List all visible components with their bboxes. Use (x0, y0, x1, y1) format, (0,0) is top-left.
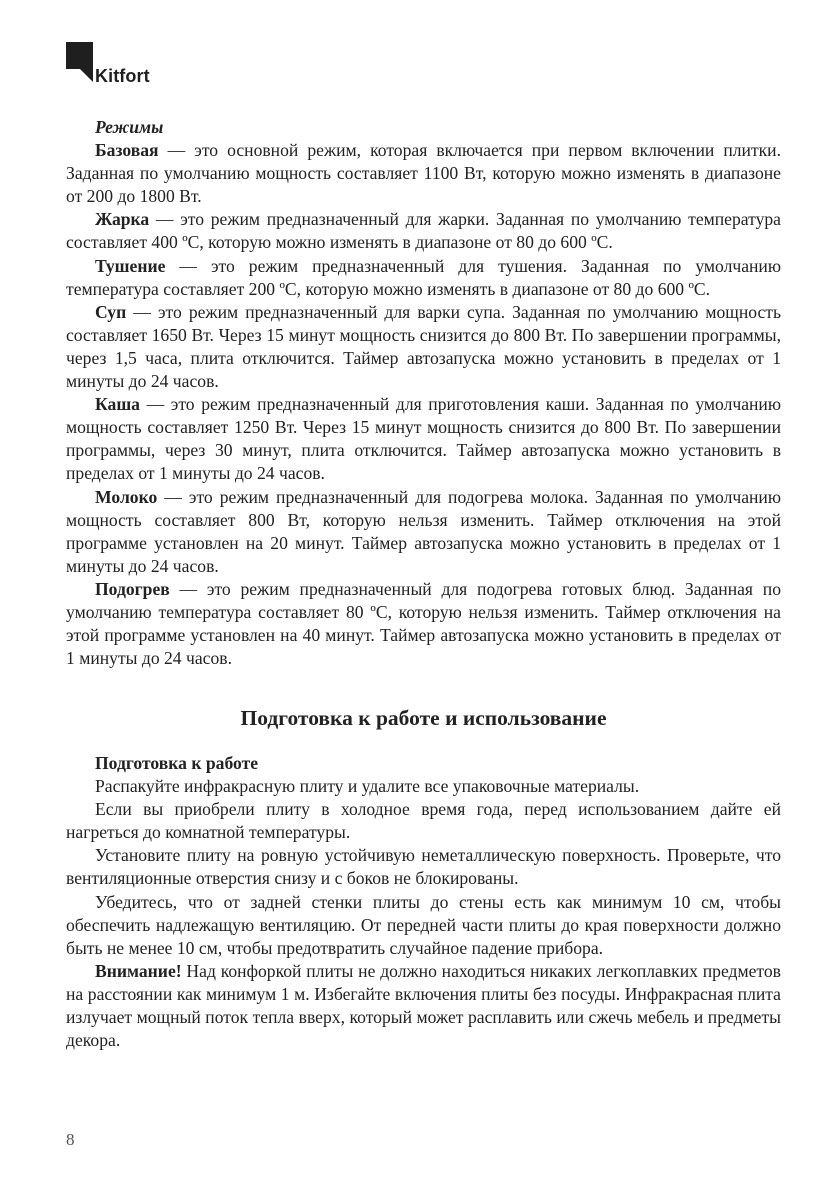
warning-label: Внимание! (95, 960, 182, 981)
mode-name: Суп (95, 301, 127, 322)
mode-paragraph (66, 393, 781, 485)
kitfort-logo-icon (66, 42, 93, 82)
modes-section (66, 116, 781, 670)
mode-name: Жарка (95, 209, 150, 230)
body-paragraph: Распакуйте инфракрасную плиту и удалите все упаковочные материалы. (95, 776, 640, 797)
page-number: 8 (66, 1130, 75, 1149)
mode-description: — это режим предназначенный для варки супа. Заданная по умолчанию мощность составляет 1650 Вт. Через 15 минут мощность снизится до 800 Вт. По завершении программы, через 1,5 часа, плита отключится. Таймер автозапуска можно установить в пределах от 1 минуты до 24 часов. (66, 301, 781, 392)
mode-description: — это режим предназначенный для подогрева готовых блюд. Заданная по умолчанию температура составляет 80 ºС, которую нельзя изменить. Таймер отключения на этой программе установлен на 40 минут. Таймер автозапуска можно установить в пределах от 1 минуты до 24 часов. (66, 578, 781, 669)
modes-heading: Режимы (95, 117, 164, 137)
preparation-section (66, 752, 781, 1052)
mode-name: Молоко (95, 486, 158, 507)
mode-paragraph (66, 578, 781, 670)
section-title: Подготовка к работе и использование (240, 706, 607, 730)
warning-text: Над конфоркой плиты не должно находиться никаких легкоплавких предметов на расстоянии как минимум 1 м. Избегайте включения плиты без посуды. Инфракрасная плита излучает мощный поток тепла вверх, который может расплавить или сжечь мебель и предметы декора. (66, 960, 781, 1051)
mode-name: Базовая (95, 140, 159, 161)
body-paragraph: Убедитесь, что от задней стенки плиты до стены есть как минимум 10 см, чтобы обеспечить надлежащую вентиляцию. От передней части плиты до края поверхности должно быть не менее 10 см, чтобы предотвратить случайное падение прибора. (66, 891, 781, 958)
mode-description: — это режим предназначенный для тушения. Заданная по умолчанию температура составляет 200 ºС, которую можно изменять в диапазоне от 80 до 600 ºС. (66, 255, 781, 299)
mode-name: Подогрев (95, 578, 170, 599)
warning-paragraph (66, 960, 781, 1052)
mode-paragraph (66, 301, 781, 393)
mode-paragraph (66, 255, 781, 301)
mode-paragraph (66, 139, 781, 208)
mode-description: — это режим предназначенный для жарки. Заданная по умолчанию температура составляет 400 ºС, которую можно изменять в диапазоне от 80 до 600 ºС. (66, 209, 781, 253)
mode-paragraph (66, 486, 781, 578)
brand-name: Kitfort (95, 66, 150, 86)
mode-name: Тушение (95, 255, 166, 276)
preparation-subheading: Подготовка к работе (95, 753, 259, 773)
mode-name: Каша (95, 394, 140, 415)
body-paragraph: Если вы приобрели плиту в холодное время года, перед использованием дайте ей нагреться до комнатной температуры. (66, 799, 781, 843)
brand-logo (66, 42, 176, 92)
mode-paragraph (66, 208, 781, 254)
mode-description: — это режим предназначенный для подогрева молока. Заданная по умолчанию мощность составляет 800 Вт, которую нельзя изменить. Таймер отключения на этой программе установлен на 20 минут. Таймер автозапуска можно установить в пределах от 1 минуты до 24 часов. (66, 486, 781, 576)
mode-description: — это основной режим, которая включается при первом включении плитки. Заданная по умолчанию мощность составляет 1100 Вт, которую можно изменять в диапазоне от 200 до 1800 Вт. (66, 140, 781, 207)
mode-description: — это режим предназначенный для приготовления каши. Заданная по умолчанию мощность составляет 1250 Вт. Через 15 минут мощность снизится до 800 Вт. По завершении программы, через 30 минут, плита отключится. Таймер автозапуска можно установить в пределах от 1 минуты до 24 часов. (66, 394, 781, 484)
body-paragraph: Установите плиту на ровную устойчивую неметаллическую поверхность. Проверьте, что вентиляционные отверстия снизу и с боков не блокированы. (66, 845, 781, 889)
